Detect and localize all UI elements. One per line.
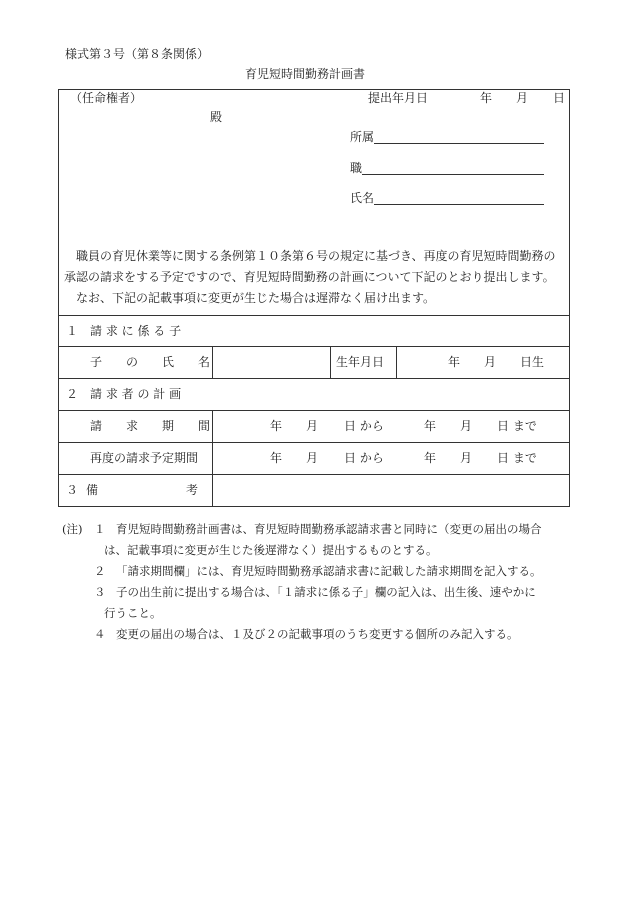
- addressee-suffix: 殿: [210, 110, 223, 124]
- section2-heading: ２ 請 求 者 の 計 画: [66, 387, 182, 401]
- birth-month[interactable]: 月: [484, 355, 497, 369]
- divider: [58, 346, 570, 347]
- body-line-3: なお、下記の記載事項に変更が生じた場合は遅滞なく届け出ます。: [76, 291, 436, 305]
- period-from-year[interactable]: 年: [270, 419, 283, 433]
- notes-prefix: (注): [62, 522, 83, 536]
- birth-year[interactable]: 年: [448, 355, 461, 369]
- birth-day[interactable]: 日生: [520, 355, 545, 369]
- child-name-label: 子 の 氏 名: [90, 355, 211, 369]
- divider: [396, 346, 397, 378]
- child-name-field[interactable]: [216, 350, 326, 374]
- re-to-month[interactable]: 月: [460, 451, 473, 465]
- note-1-line-2: は、記載事項に変更が生じた後遅滞なく）提出するものとする。: [104, 543, 438, 557]
- date-day[interactable]: 日: [553, 91, 566, 105]
- note-3-line-1: 子の出生前に提出する場合は、「１請求に係る子」欄の記入は、出生後、速やかに: [116, 585, 536, 599]
- divider: [58, 378, 570, 379]
- note-4-line-1: 変更の届出の場合は、１及び２の記載事項のうち変更する個所のみ記入する。: [116, 627, 519, 641]
- re-to-year[interactable]: 年: [424, 451, 437, 465]
- form-number: 様式第３号（第８条関係）: [65, 47, 210, 61]
- divider: [58, 474, 570, 475]
- position-label: 職: [350, 161, 363, 175]
- period-label: 請 求 期 間: [90, 419, 211, 433]
- birth-label: 生年月日: [336, 355, 385, 369]
- section1-heading: １ 請 求 に 係 る 子: [66, 324, 182, 338]
- appointer-label: （任命権者）: [70, 91, 143, 105]
- note-4-number: ４: [94, 627, 106, 641]
- note-3-number: ３: [94, 585, 106, 599]
- period-to-month[interactable]: 月: [460, 419, 473, 433]
- re-from-month[interactable]: 月: [306, 451, 319, 465]
- affiliation-field[interactable]: [374, 143, 544, 144]
- period-to-day[interactable]: 日 まで: [497, 419, 537, 433]
- name-field[interactable]: [374, 204, 544, 205]
- section3-label-2: 考: [186, 483, 199, 497]
- re-from-day[interactable]: 日 から: [344, 451, 384, 465]
- name-label: 氏名: [350, 191, 375, 205]
- divider: [58, 442, 570, 443]
- date-label: 提出年月日: [368, 91, 429, 105]
- divider: [58, 410, 570, 411]
- note-2-number: ２: [94, 564, 106, 578]
- affiliation-label: 所属: [350, 130, 375, 144]
- remarks-field[interactable]: [216, 478, 566, 504]
- note-2-line-1: 「請求期間欄」には、育児短時間勤務承認請求書に記載した請求期間を記入する。: [116, 564, 542, 578]
- date-month[interactable]: 月: [516, 91, 529, 105]
- note-1-line-1: 育児短時間勤務計画書は、育児短時間勤務承認請求書と同時に（変更の届出の場合: [116, 522, 542, 536]
- divider: [212, 410, 213, 507]
- date-year[interactable]: 年: [480, 91, 493, 105]
- period-from-day[interactable]: 日 から: [344, 419, 384, 433]
- body-line-1: 職員の育児休業等に関する条例第１０条第６号の規定に基づき、再度の育児短時間勤務の: [76, 249, 556, 263]
- page-title: 育児短時間勤務計画書: [245, 67, 366, 81]
- body-line-2: 承認の請求をする予定ですので、育児短時間勤務の計画について下記のとおり提出します。: [64, 270, 555, 284]
- divider: [58, 315, 570, 316]
- period-to-year[interactable]: 年: [424, 419, 437, 433]
- note-1-number: １: [94, 522, 106, 536]
- divider: [330, 346, 331, 378]
- re-from-year[interactable]: 年: [270, 451, 283, 465]
- period-from-month[interactable]: 月: [306, 419, 319, 433]
- note-3-line-2: 行うこと。: [104, 606, 162, 620]
- re-to-day[interactable]: 日 まで: [497, 451, 537, 465]
- position-field[interactable]: [362, 174, 544, 175]
- section3-label-1: 備: [86, 483, 99, 497]
- re-request-label: 再度の請求予定期間: [90, 451, 199, 465]
- divider: [212, 346, 213, 378]
- section3-number: ３: [66, 483, 79, 497]
